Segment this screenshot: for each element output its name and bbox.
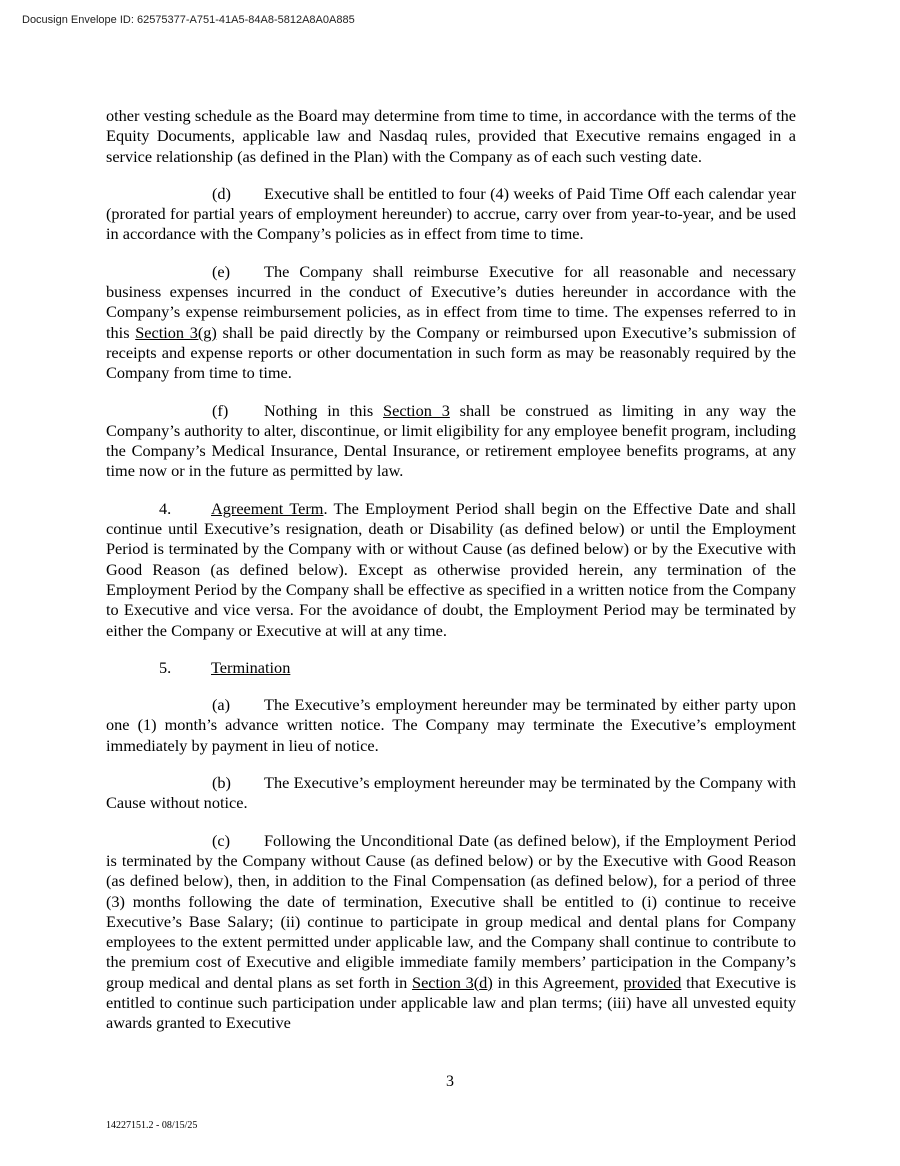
clause-text: in this Agreement, [492, 972, 624, 992]
clause-text: Following the Unconditional Date (as defined below), if the Employment Period is terminated by the Company without Cause (as defined below) or by the Executive with Good Reason (as defined below), then, in addition to the Final Compensation (as defined below), for a period of three (3) months following the date of termination, Executive shall be entitled to (i) continue to receive Executive’s Base Salary; (ii) continue to participate in group medical and dental plans for Company employees to the extent permitted under applicable law, and the Company shall continue to contribute to the premium cost of Executive and eligible immediate family members’ participation in the Company’s group medical and dental plans as set forth in [106, 830, 796, 992]
clause-marker: (a) [212, 695, 231, 715]
clause-text: The Company shall reimburse Executive for all reasonable and necessary business expenses incurred in the conduct of Executive’s duties hereunder in accordance with the Company’s expense reimbursement policies, as in effect from time to time. The expenses referred to in this [106, 261, 796, 342]
section-4 [106, 499, 796, 641]
clause-text: shall be construed as limiting in any way the Company’s authority to alter, discontinue, or limit eligibility for any employee benefit program, including the Company’s Medical Insurance, Dental Insurance, or retirement employee benefits programs, at any time now or in the future as permitted by law. [106, 400, 796, 481]
docusign-envelope-id: Docusign Envelope ID: 62575377-A751-41A5-84A8-5812A8A0A885 [22, 14, 355, 26]
clause-marker: (c) [212, 830, 231, 850]
section-heading: Termination [211, 657, 291, 677]
provided-term: provided [623, 972, 682, 992]
section-reference: Section 3 [383, 400, 450, 420]
clause-text: Executive shall be entitled to four (4) weeks of Paid Time Off each calendar year (prorated for partial years of employment hereunder) to accrue, carry over from year-to-year, and be used in accordance with the Company’s policies as in effect from time to time. [106, 183, 796, 244]
section-number: 5. [159, 657, 172, 677]
clause-5c [106, 831, 796, 1034]
section-reference: Section 3(d) [412, 972, 493, 992]
clause-text: that Executive is entitled to continue such participation under applicable law and plan terms; (iii) have all unvested equity awards granted to Executive [106, 972, 797, 1033]
paragraph-continuation: other vesting schedule as the Board may determine from time to time, in accordance with the terms of the Equity Documents, applicable law and Nasdaq rules, provided that Executive remains engaged in a service relationship (as defined in the Plan) with the Company as of each such vesting date. [106, 106, 796, 166]
clause-marker: (f) [212, 400, 229, 420]
clause-3f [106, 401, 796, 482]
clause-marker: (d) [212, 183, 231, 203]
document-id-footer: 14227151.2 - 08/15/25 [106, 1120, 198, 1131]
page-number: 3 [446, 1073, 454, 1090]
clause-5b [106, 773, 796, 814]
clause-3d [106, 184, 796, 245]
clause-marker: (b) [212, 773, 231, 793]
clause-text: Nothing in this [264, 400, 384, 420]
clause-marker: (e) [212, 261, 231, 281]
clause-5a [106, 695, 796, 756]
section-text: . The Employment Period shall begin on the Effective Date and shall continue until Executive’s resignation, death or Disability (as defined below) or until the Employment Period is terminated by the Company with or without Cause (as defined below) or by the Executive with Good Reason (as defined below). Except as otherwise provided herein, any termination of the Employment Period by the Company shall be effective as specified in a written notice from the Company to Executive and vice versa. For the avoidance of doubt, the Employment Period may be terminated by either the Company or Executive at will at any time. [106, 498, 796, 640]
clause-text: The Executive’s employment hereunder may be terminated by the Company with Cause without notice. [106, 773, 796, 813]
section-heading: Agreement Term [211, 498, 324, 518]
document-body [106, 106, 796, 1051]
section-reference: Section 3(g) [135, 322, 217, 342]
clause-text: shall be paid directly by the Company or reimbursed upon Executive’s submission of receipts and expense reports or other documentation in such form as may be reasonably required by the Company from time to time. [106, 322, 797, 383]
clause-3e [106, 262, 796, 384]
section-5 [106, 658, 796, 678]
section-number: 4. [159, 498, 172, 518]
clause-text: The Executive’s employment hereunder may be terminated by either party upon one (1) month’s advance written notice. The Company may terminate the Executive’s employment immediately by payment in lieu of notice. [106, 695, 796, 755]
